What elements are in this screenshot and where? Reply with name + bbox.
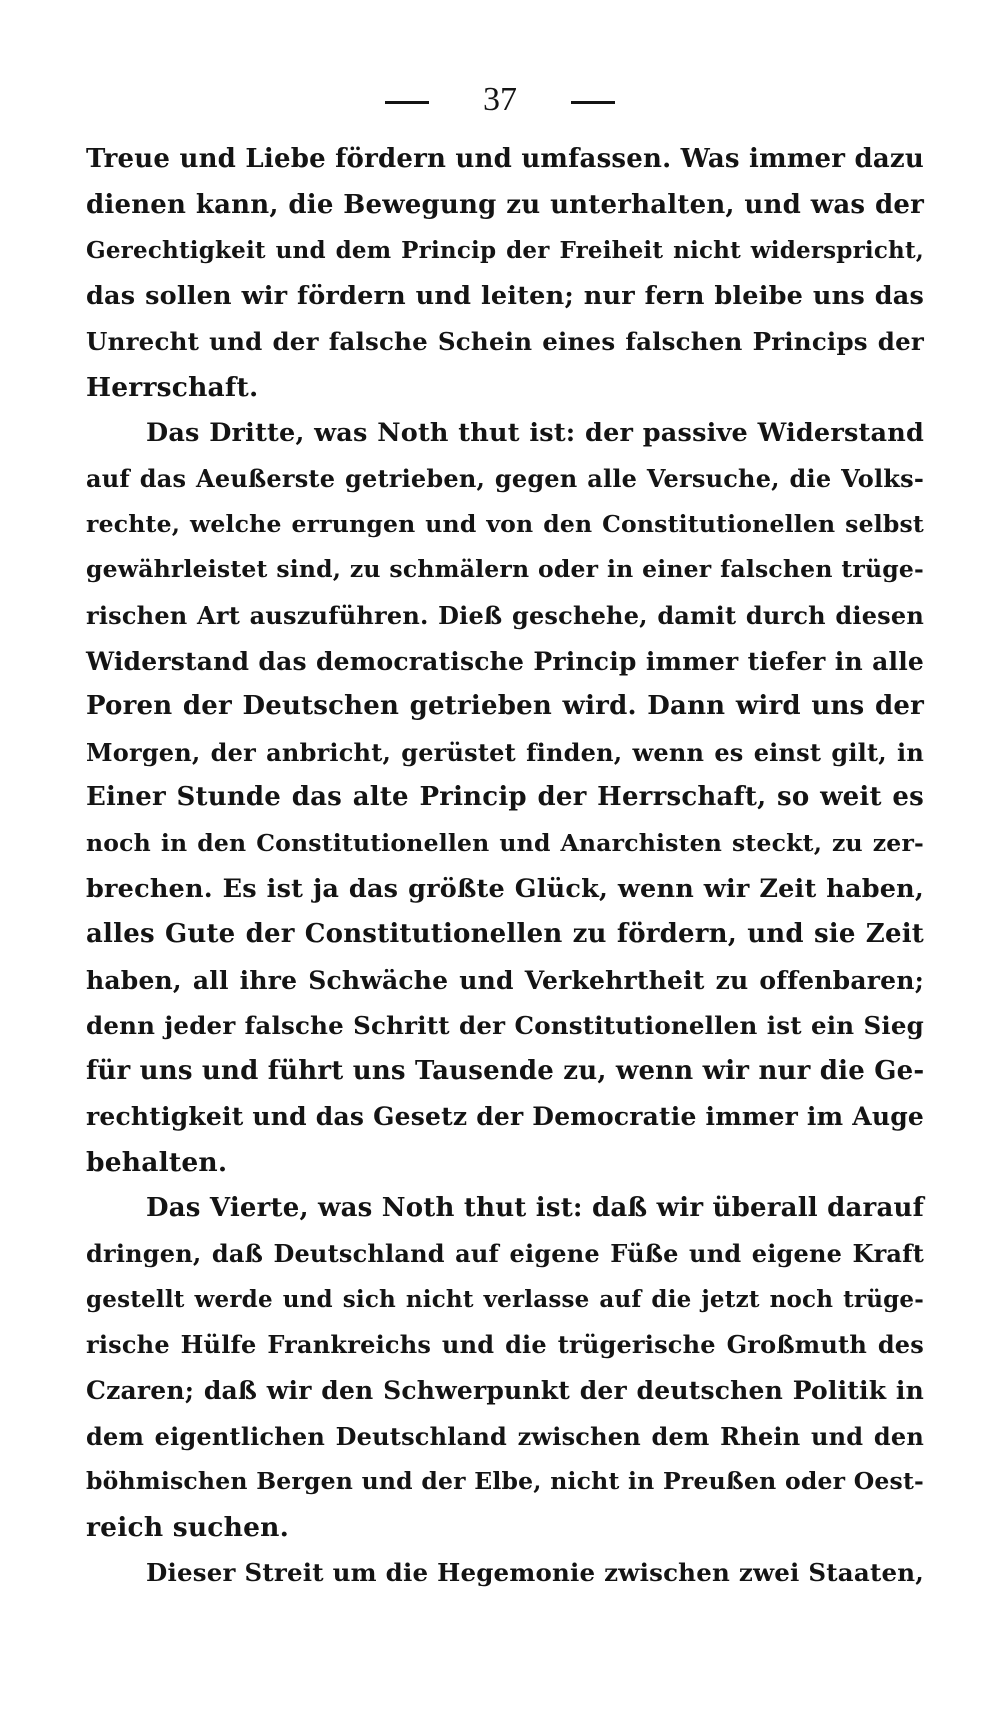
text-line: denn jeder falsche Schritt der Constitutionellen ist ein Sieg [86, 1011, 924, 1041]
text-line: rische Hülfe Frankreichs und die trügerische Großmuth des [86, 1330, 924, 1360]
page-number: 37 [483, 81, 517, 118]
text-line: rechte, welche errungen und von den Constitutionellen selbst [86, 509, 924, 538]
text-line: Gerechtigkeit und dem Princip der Freiheit nicht widerspricht, [86, 237, 924, 265]
header-dash-left [385, 101, 429, 104]
text-line: böhmischen Bergen und der Elbe, nicht in Preußen oder Oest- [86, 1467, 924, 1496]
text-line: Das Vierte, was Noth thut ist: daß wir überall darauf [146, 1192, 924, 1223]
text-line: Morgen, der anbricht, gerüstet finden, wenn es einst gilt, in [86, 737, 924, 767]
text-line: auf das Aeußerste getrieben, gegen alle Versuche, die Volks- [86, 464, 924, 494]
text-line: dienen kann, die Bewegung zu unterhalten, und was der [86, 189, 924, 220]
text-line: alles Gute der Constitutionellen zu fördern, und sie Zeit [86, 919, 924, 950]
text-line: Dieser Streit um die Hegemonie zwischen zwei Staaten, [146, 1558, 924, 1588]
body-text [86, 137, 924, 1596]
text-line: dringen, daß Deutschland auf eigene Füße und eigene Kraft [86, 1239, 924, 1269]
text-line: Czaren; daß wir den Schwerpunkt der deutschen Politik in [86, 1376, 924, 1406]
text-line: gewährleistet sind, zu schmälern oder in einer falschen trüge- [86, 555, 924, 584]
text-line: rechtigkeit und das Gesetz der Democratie immer im Auge [86, 1102, 924, 1132]
text-line: gestellt werde und sich nicht verlasse auf die jetzt noch trüge- [86, 1285, 924, 1313]
text-line: Das Dritte, was Noth thut ist: der passive Widerstand [146, 417, 924, 448]
text-line: für uns und führt uns Tausende zu, wenn wir nur die Ge- [86, 1055, 925, 1086]
text-line: brechen. Es ist ja das größte Glück, wenn wir Zeit haben, [86, 873, 924, 904]
text-line: behalten. [86, 1147, 228, 1179]
text-line: Widerstand das democratische Princip immer tiefer in alle [86, 646, 924, 676]
text-line: Einer Stunde das alte Princip der Herrschaft, so weit es [86, 782, 924, 813]
text-line: Poren der Deutschen getrieben wird. Dann wird uns der [86, 691, 924, 722]
header-dash-right [571, 101, 615, 104]
text-line: Treue und Liebe fördern und umfassen. Was immer dazu [86, 144, 924, 174]
text-line: rischen Art auszuführen. Dieß geschehe, damit durch diesen [86, 600, 924, 630]
page-header [0, 78, 1000, 118]
text-line: Unrecht und der falsche Schein eines falschen Princips der [86, 327, 924, 357]
text-line: Herrschaft. [86, 371, 259, 403]
text-line: noch in den Constitutionellen und Anarchisten steckt, zu zer- [86, 828, 924, 857]
text-line: reich suchen. [86, 1511, 290, 1543]
text-line: dem eigentlichen Deutschland zwischen dem Rhein und den [86, 1421, 924, 1451]
text-line: das sollen wir fördern und leiten; nur fern bleibe uns das [86, 280, 924, 311]
text-line: haben, all ihre Schwäche und Verkehrtheit zu offenbaren; [86, 965, 924, 995]
